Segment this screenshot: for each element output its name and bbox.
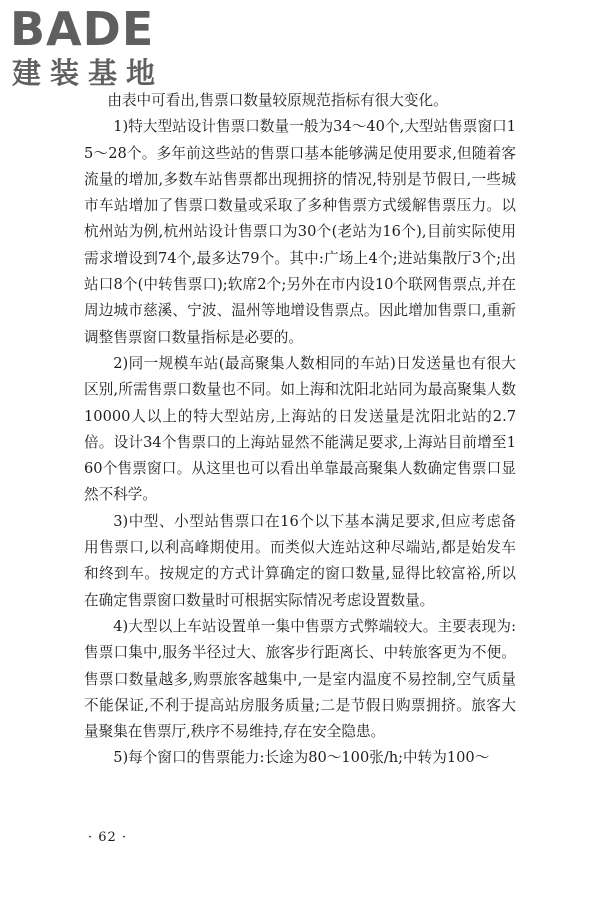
paragraph-intro: 由表中可看出,售票口数量较原规范指标有很大变化。 [107, 92, 448, 109]
paragraph-item-1: 1)特大型站设计售票口数量一般为34～40个,大型站售票窗口15～28个。多年前这些站的售票口基本能够满足使用要求,但随着客流量的增加,多数车站售票都出现拥挤的情况,特别是节假日,一些城市车站增加了售票口数量或采取了多种售票方式缓解售票压力。以杭州站为例,杭州站设计售票口为30个(老站为16个),目前实际使用需求增设到74个,最多达79个。其中:广场上4个;进站集散厅3个;出站口8个(中转售票口);软席2个;另外在市内设10个联网售票点,并在周边城市慈溪、宁波、温州等地增设售票点。因此增加售票口,重新调整售票窗口数量指标是必要的。 [84, 118, 516, 346]
paragraph-item-4: 4)大型以上车站设置单一集中售票方式弊端较大。主要表现为:售票口集中,服务半径过大、旅客步行距离长、中转旅客更为不便。售票口数量越多,购票旅客越集中,一是室内温度不易控制,空气质量不能保证,不利于提高站房服务质量;二是节假日购票拥挤。旅客大量聚集在售票厅,秩序不易维持,存在安全隐患。 [84, 617, 516, 741]
logo-subtitle: 建装基地 [12, 56, 165, 90]
paragraph-item-2: 2)同一规模车站(最高聚集人数相同的车站)日发送量也有很大区别,所需售票口数量也不同。如上海和沈阳北站同为最高聚集人数10000人以上的特大型站房,上海站的日发送量是沈阳北站的2.7倍。设计34个售票口的上海站显然不能满足要求,上海站目前增至160个售票窗口。从这里也可以看出单靠最高聚集人数确定售票口显然不科学。 [84, 354, 516, 504]
paragraph-item-3: 3)中型、小型站售票口在16个以下基本满足要求,但应考虑备用售票口,以利高峰期使用。而类似大连站这种尽端站,都是始发车和终到车。按规定的方式计算确定的窗口数量,显得比较富裕,所以在确定售票窗口数量时可根据实际情况考虑设置数量。 [84, 512, 516, 609]
page-body [84, 88, 516, 772]
logo-brand-text: BADE [10, 2, 155, 56]
page-number: · 62 · [88, 830, 128, 845]
paragraph-item-5: 5)每个窗口的售票能力:长途为80～100张/h;中转为100～ [113, 749, 490, 767]
watermark-logo [10, 4, 180, 100]
